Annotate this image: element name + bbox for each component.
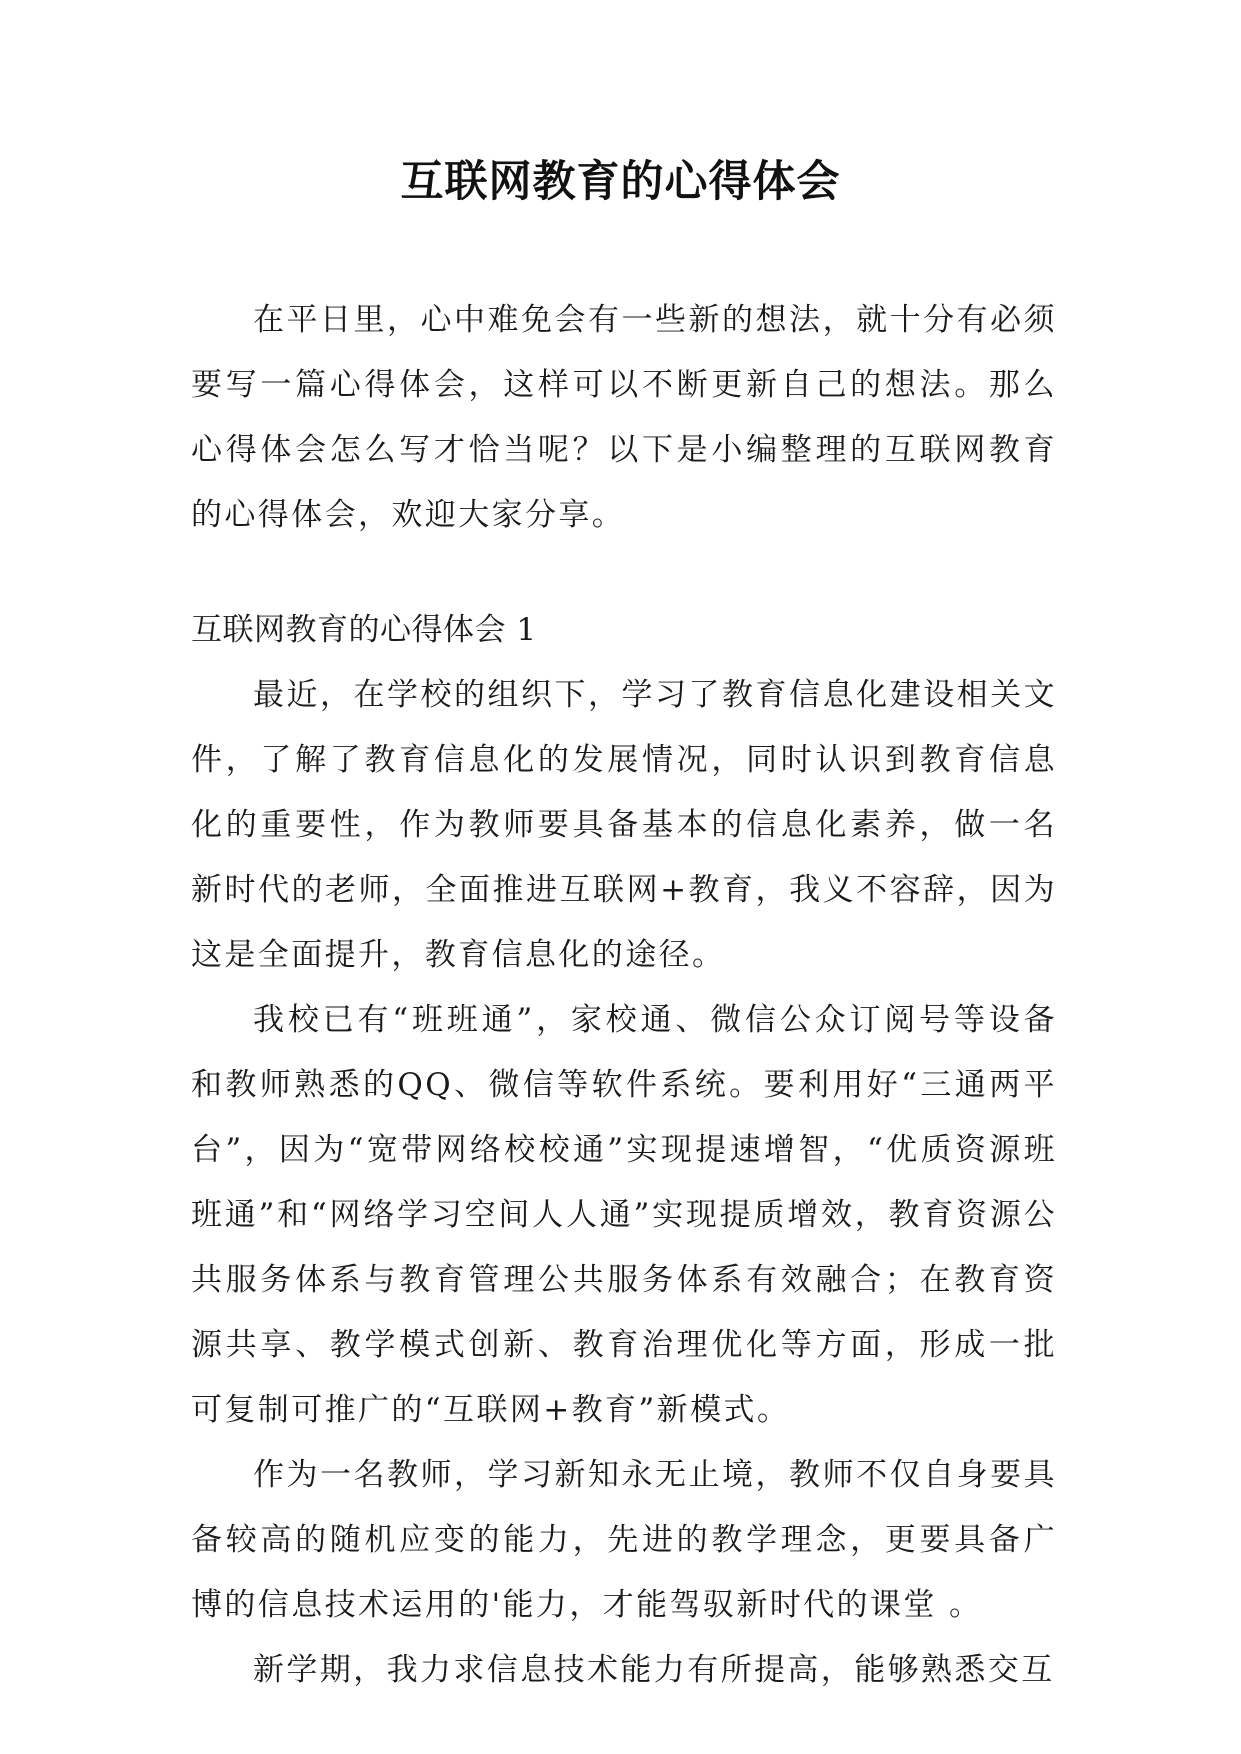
document-title: 互联网教育的心得体会: [400, 157, 841, 207]
body-paragraph: 作为一名教师，学习新知永无止境，教师不仅自身要具备较高的随机应变的能力，先进的教学理念，更要具备广博的信息技术运用的'能力，才能驾驭新时代的课堂 。: [191, 1457, 1057, 1623]
body-paragraph: 新学期，我力求信息技术能力有所提高，能够熟悉交互: [253, 1652, 1055, 1688]
body-paragraph: 最近，在学校的组织下，学习了教育信息化建设相关文件，了解了教育信息化的发展情况，同时认识到教育信息化的重要性，作为教师要具备基本的信息化素养，做一名新时代的老师，全面推进互联网+教育，我义不容辞，因为这是全面提升，教育信息化的途径。: [191, 677, 1057, 973]
document-body: [191, 288, 1057, 1703]
intro-paragraph: 在平日里，心中难免会有一些新的想法，就十分有必须要写一篇心得体会，这样可以不断更新自己的想法。那么心得体会怎么写才恰当呢？以下是小编整理的互联网教育的心得体会，欢迎大家分享。: [191, 302, 1057, 533]
body-paragraph: 我校已有“班班通”，家校通、微信公众订阅号等设备和教师熟悉的QQ、微信等软件系统。要利用好“三通两平台”，因为“宽带网络校校通”实现提速增智，“优质资源班班通”和“网络学习空间人人通”实现提质增效，教育资源公共服务体系与教育管理公共服务体系有效融合；在教育资源共享、教学模式创新、教育治理优化等方面，形成一批可复制可推广的“互联网+教育”新模式。: [191, 1002, 1057, 1428]
section-heading: 互联网教育的心得体会 1: [191, 612, 537, 648]
